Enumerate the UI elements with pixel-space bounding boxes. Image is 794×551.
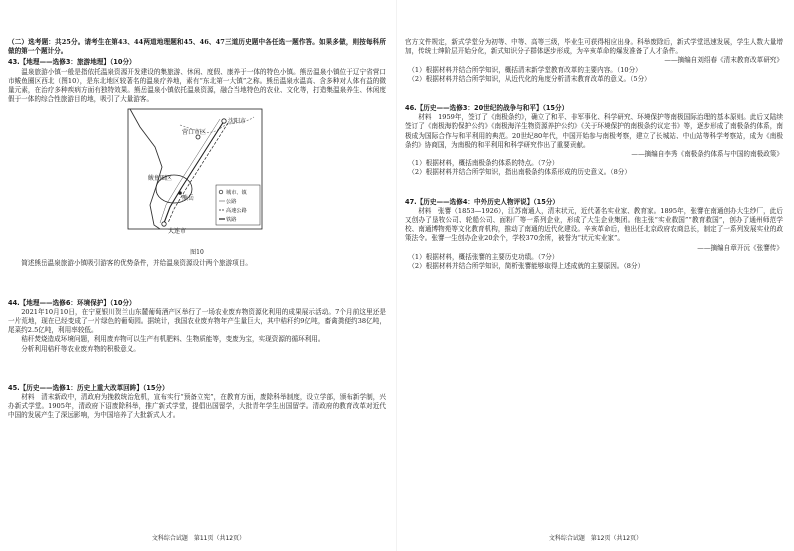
q46-subquestion-2: （2）根据材料并结合所学知识，指出南极条约体系形成的历史意义。（8分）	[408, 168, 631, 177]
q47-subquestion-2: （2）根据材料并结合所学知识，简析张謇能够取得上述成就的主要原因。（8分）	[408, 262, 645, 271]
dalian-dot	[162, 222, 166, 226]
q45-body: 材料 清末新政中，清政府为挽救统治危机，宣布实行“预备立宪”，在教育方面，废除科举制度，设立学部，颁布新学制，兴办新式学堂。1905年，清政府下诏废除科举，推广新式学堂，提倡出国留学，大批青年学生出国留学。清政府的教育改革对近代中国的发展产生了深远影响，为中国培养了大批新式人才。	[8, 393, 386, 420]
railway-line	[164, 121, 224, 223]
q43-body: 温泉旅游小镇一般是指依托温泉资源开发建设的集旅游、休闲、度假、康养于一体的特色小镇。熊岳温泉小镇位于辽宁省营口市鲅鱼圈区西北（图10），是东北地区较著名的温泉疗养地，素有“东北第一大镇”之称。熊岳温泉水温高、含多种对人体有益的微量元素，在治疗多种疾病方面有独特效果。熊岳温泉小镇依托温泉资源，融合当地特色的农业、文化等，打造集温泉养生、休闲度假于一体的综合性旅游目的地，吸引了大量游客。	[8, 67, 386, 104]
map-graphic	[120, 107, 270, 247]
q45-heading: 45.【历史——选修1：历史上重大改革回眸】（15分）	[8, 383, 169, 392]
map-legend	[216, 185, 260, 225]
q43-heading: 43.【地理——选修3：旅游地理】（10分）	[8, 58, 136, 67]
map-caption: 图10	[190, 249, 204, 257]
q46-body: 材料 1959年，签订了《南极条约》，确立了和平、非军事化、科学研究、环境保护等南极国际治理的基本原则。此后又陆续签订了《南极海豹保护公约》《南极海洋生物资源养护公约》《关于环境保护的南极条约议定书》等，逐步形成了南极条约体系，南极成为国际合作与和平利用的典范。20世纪80年代，中国开始参与南极考察，建立了长城站、中山站等科学考察站，成为《南极条约》协商国，为南极的和平利用和科学研究作出了重要贡献。	[405, 113, 783, 149]
map-figure	[8, 107, 386, 257]
label-yingkou: 营口市区	[182, 129, 207, 137]
q45-continued: 官方文件规定，新式学堂分为初等、中等、高等三级，毕业生可获得相应出身。科举废除后，新式学堂迅速发展，学生人数大量增加，传统士绅阶层开始分化，新式知识分子群体逐步形成，为辛亥革命的爆发准备了人才条件。	[405, 38, 783, 56]
q44-body-2: 秸秆焚烧造成环境问题，利用废弃物可以生产有机肥料、生物质能等，变废为宝，实现资源的循环利用。	[21, 335, 325, 344]
q44-heading: 44.【地理——选修6：环境保护】（10分）	[8, 298, 136, 307]
label-shenyang: 沈阳市	[228, 118, 247, 126]
q43-question: 简述熊岳温泉旅游小镇吸引游客的优势条件，并给温泉资源设计两个旅游项目。	[21, 259, 252, 268]
label-xiongyue: 熊岳	[182, 195, 195, 203]
q45-subquestion-2: （2）根据材料并结合所学知识，从近代化的角度分析清末教育改革的意义。（5分）	[408, 74, 651, 83]
right-column	[405, 38, 783, 271]
legend-rail: 铁路	[226, 217, 237, 224]
legend-road: 公路	[226, 199, 237, 206]
q46-source: ——摘编自李秀《南极条约体系与中国的南极政策》	[631, 150, 783, 159]
q44-question: 分析利用秸秆等农业废弃物的积极意义。	[21, 344, 140, 353]
section-intro: （二）选考题：共25分。请考生在第43、44两道地理题和45、46、47三道历史题中各任选一题作答。如果多做，则按每科所做的第一个题计分。	[8, 38, 386, 56]
q45-subquestion-1: （1）根据材料并结合所学知识，概括清末新学堂教育改革的主要内容。（10分）	[408, 65, 642, 74]
left-column	[8, 38, 386, 421]
page-right	[397, 0, 794, 551]
q47-subquestion-1: （1）根据材料，概括张謇的主要历史功绩。（7分）	[408, 252, 559, 261]
legend-highway: 高速公路	[226, 208, 247, 215]
label-bayuquan: 鲅鱼圈区	[148, 175, 173, 183]
coastline	[130, 109, 162, 229]
q44-body: 2021年10月10日，在宁夏银川贺兰山东麓葡萄酒产区举行了一场农业废弃物资源化利用的成果展示活动。7个月前这里还是一片荒地，现在已经变成了一片绿色的葡萄园。据统计，我国农业废弃物年产生量巨大，其中秸秆约9亿吨，畜禽粪便约38亿吨，尾菜约2.5亿吨，利用率较低。	[8, 307, 386, 335]
q47-source: ——摘编自章开沅《张謇传》	[697, 243, 783, 252]
q47-heading: 47.【历史——选修4：中外历史人物评说】（15分）	[405, 197, 560, 206]
shenyang-dot	[222, 119, 226, 123]
q45-source: ——摘编自刘绍春《清末教育改革研究》	[664, 56, 783, 65]
q47-body: 材料 张謇（1853—1926），江苏南通人，清末状元，近代著名实业家、教育家。1895年，张謇在南通创办大生纱厂，此后又创办了垦牧公司、轮船公司、面粉厂等一系列企业，形成了大生企业集团。他主张“实业救国”“教育救国”，创办了通州师范学校、南通博物苑等文化教育机构，推动了南通的近代化建设。辛亥革命后，他出任北京政府农商总长，制定了一系列发展实业的政策法令。张謇一生创办企业20余个，学校370余所，被誉为“状元实业家”。	[405, 206, 783, 243]
legend-city: 城市、镇	[226, 190, 247, 197]
q46-subquestion-1: （1）根据材料，概括南极条约体系的特点。（7分）	[408, 159, 559, 168]
q46-heading: 46.【历史——选修3：20世纪的战争与和平】（15分）	[405, 104, 569, 113]
label-dalian: 大连市	[168, 228, 187, 236]
footer-right: 文科综合试题 第12页（共12页）	[548, 534, 643, 542]
footer-left: 文科综合试题 第11页（共12页）	[151, 534, 246, 542]
